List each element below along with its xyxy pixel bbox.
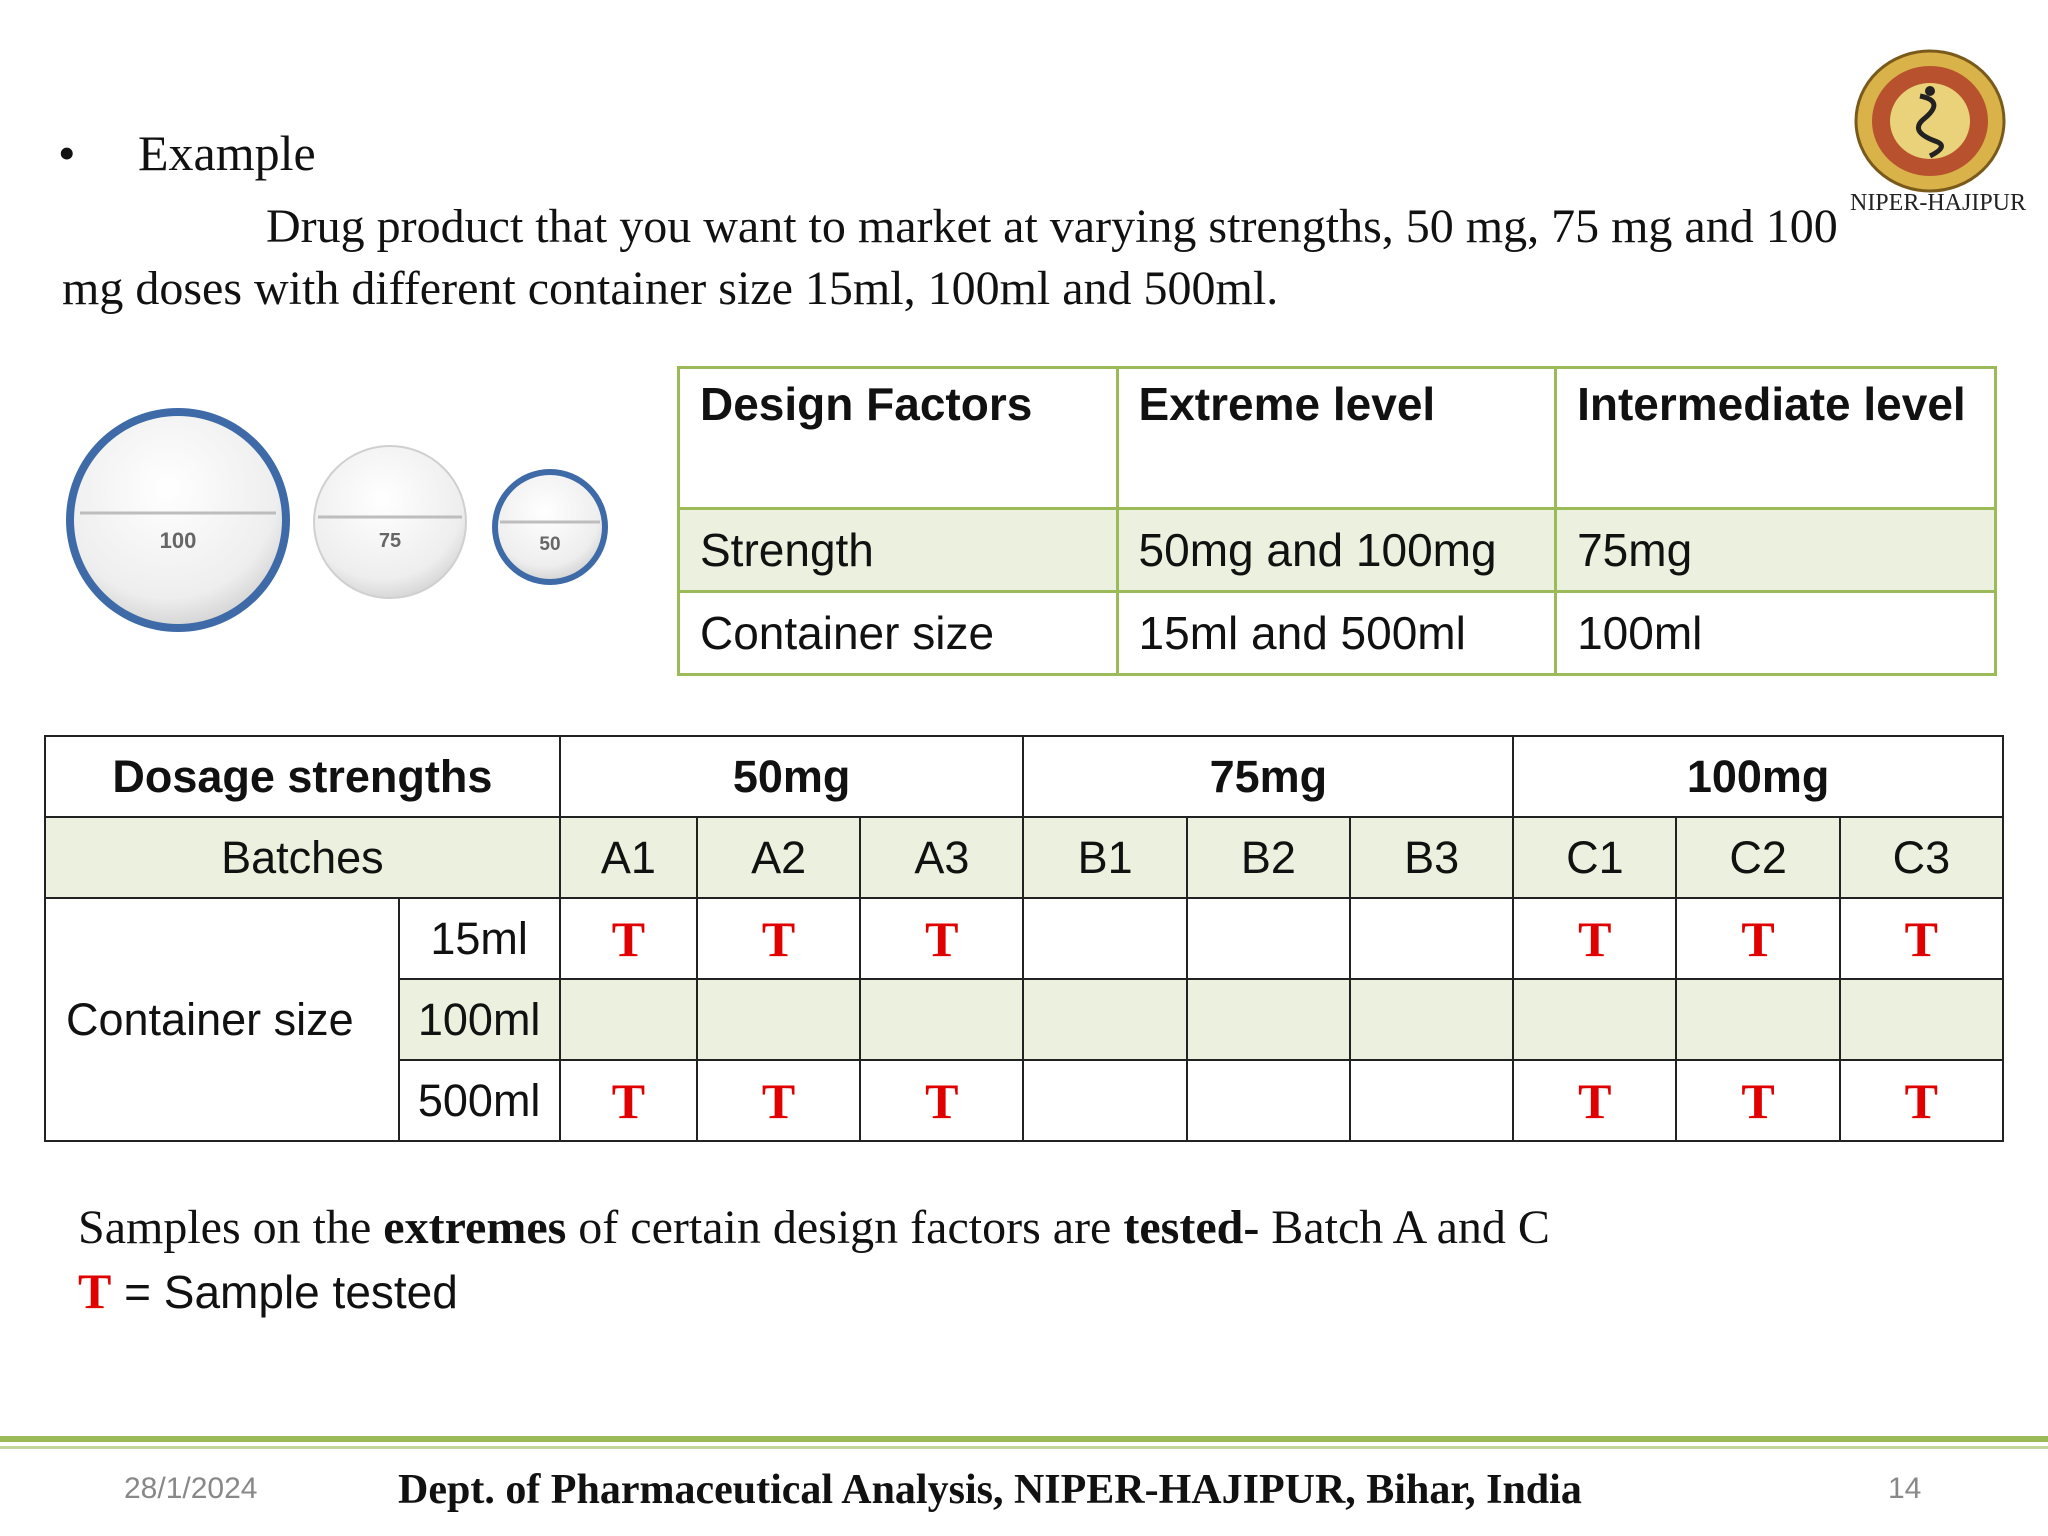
tablet-50 [492,469,608,585]
batches-row [45,817,2003,898]
strengths-row [45,736,2003,817]
test-cell: T [1676,898,1839,979]
bracketing-matrix-table [44,735,2004,1142]
test-cell [1350,1060,1513,1141]
test-cell [1023,979,1186,1060]
test-cell: T [560,898,697,979]
batch-cell: B1 [1023,817,1186,898]
header-cell: Design Factors [679,368,1118,509]
batch-cell: C1 [1513,817,1676,898]
bullet-heading [58,124,316,182]
footer-rule-thin [0,1446,2048,1449]
batches-label: Batches [45,817,560,898]
batch-cell: A1 [560,817,697,898]
dosage-strengths-label: Dosage strengths [45,736,560,817]
legend-text: = Sample tested [111,1266,458,1318]
test-cell [1187,898,1350,979]
test-cell: T [1840,898,2003,979]
logo-caption: NIPER-HAJIPUR [1849,190,2026,216]
bullet-symbol: • [58,125,76,181]
table-cell: 100ml [1556,592,1996,675]
note-bold-tested: tested- [1123,1201,1260,1254]
batch-cell: A2 [697,817,860,898]
example-title: Example [138,125,316,181]
intro-paragraph: Drug product that you want to market at varying strengths, 50 mg, 75 mg and 100 mg doses with different container size 15ml, 100ml and 500ml. [62,200,1838,315]
footer-date: 28/1/2024 [124,1472,258,1505]
test-cell: T [697,1060,860,1141]
test-cell [1840,979,2003,1060]
note-text: Samples on the [78,1201,384,1254]
size-cell: 100ml [399,979,560,1060]
note-bold-extremes: extremes [383,1201,567,1254]
test-cell [1023,898,1186,979]
test-cell: T [560,1060,697,1141]
tablet-100 [66,408,290,632]
table-row [679,592,1996,675]
batch-cell: C2 [1676,817,1839,898]
legend [78,1262,458,1320]
table-cell: 50mg and 100mg [1117,509,1556,592]
tablet-75 [314,446,466,598]
design-factors-table [677,366,1997,676]
size-cell: 500ml [399,1060,560,1141]
test-cell: T [1676,1060,1839,1141]
strength-75mg: 75mg [1023,736,1513,817]
test-cell [697,979,860,1060]
size-row-15ml [45,898,2003,979]
test-cell [1187,1060,1350,1141]
batch-cell: B2 [1187,817,1350,898]
test-cell [1187,979,1350,1060]
tablet-illustration [60,395,620,645]
table-row [679,509,1996,592]
note-text: of certain design factors are [566,1201,1124,1254]
batch-cell: C3 [1840,817,2003,898]
test-cell [860,979,1023,1060]
strength-100mg: 100mg [1513,736,2003,817]
container-size-label: Container size [45,898,399,1141]
footer-rule [0,1436,2048,1442]
test-cell: T [860,898,1023,979]
table-cell: Container size [679,592,1118,675]
header-cell: Intermediate level [1556,368,1996,509]
table-cell: Strength [679,509,1118,592]
table-cell: 75mg [1556,509,1996,592]
batch-cell: B3 [1350,817,1513,898]
tablet-label: 100 [159,528,197,553]
extremes-note [78,1200,1550,1255]
note-text: Batch A and C [1259,1201,1550,1254]
test-cell [1676,979,1839,1060]
table-header-row [679,368,1996,509]
niper-logo [1850,46,2010,196]
test-cell [560,979,697,1060]
test-cell: T [1840,1060,2003,1141]
test-cell: T [697,898,860,979]
test-cell [1023,1060,1186,1141]
legend-mark: T [78,1263,112,1319]
page-number: 14 [1888,1472,1922,1505]
table-cell: 15ml and 500ml [1117,592,1556,675]
test-cell [1350,979,1513,1060]
size-cell: 15ml [399,898,560,979]
test-cell [1350,898,1513,979]
test-cell [1513,979,1676,1060]
batch-cell: A3 [860,817,1023,898]
tablet-label: 50 [539,534,561,555]
header-cell: Extreme level [1117,368,1556,509]
footer-department: Dept. of Pharmaceutical Analysis, NIPER-HAJIPUR, Bihar, India [398,1467,1582,1513]
strength-50mg: 50mg [560,736,1024,817]
test-cell: T [1513,898,1676,979]
tablet-label: 75 [378,530,402,552]
test-cell: T [860,1060,1023,1141]
test-cell: T [1513,1060,1676,1141]
